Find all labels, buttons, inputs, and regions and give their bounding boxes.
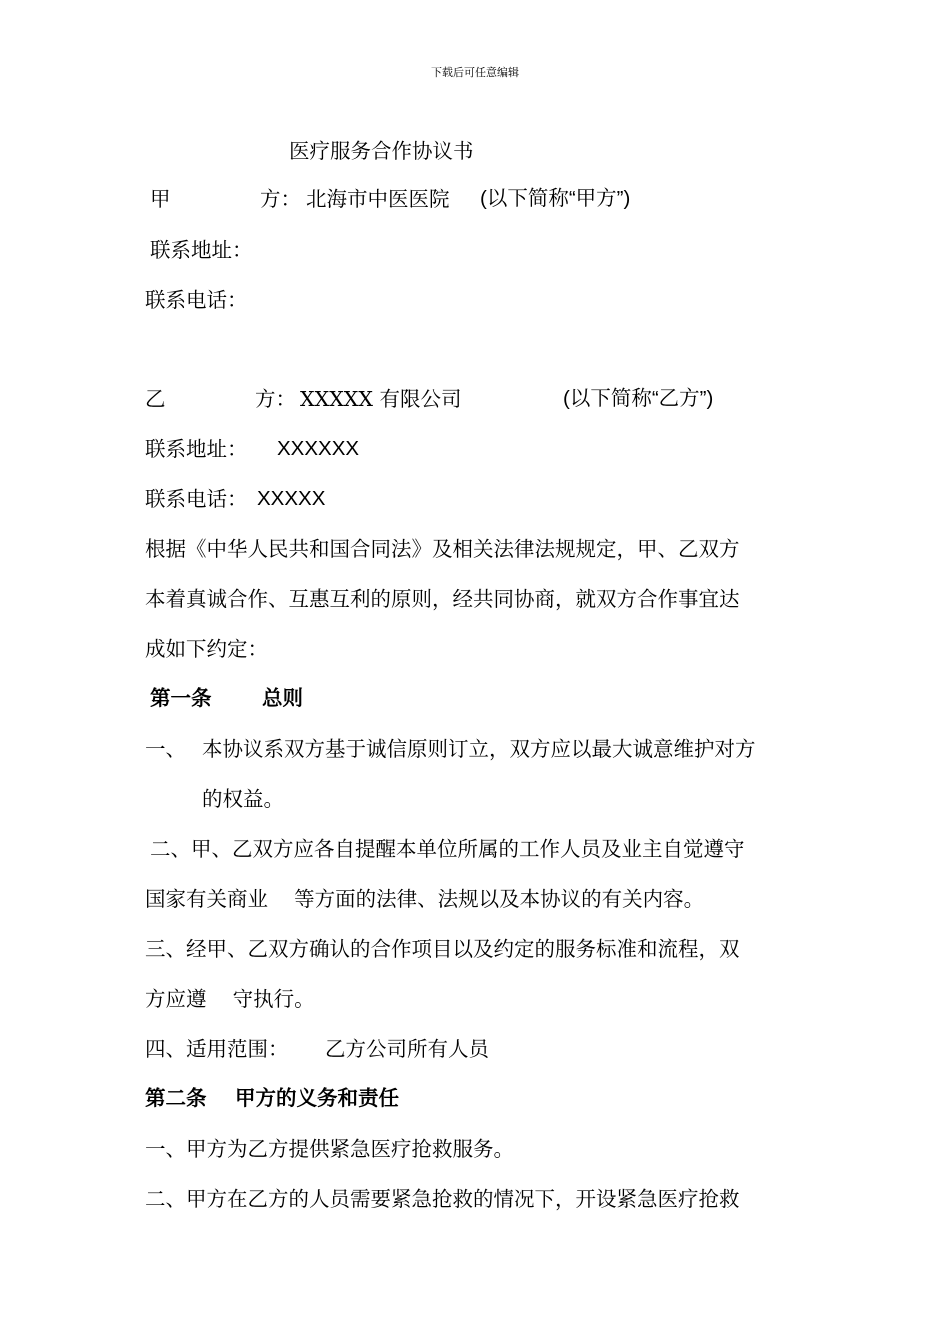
article2-heading-num: 第二条 xyxy=(145,1086,207,1110)
article1-item1-num: 一、 xyxy=(145,737,186,761)
party-b-phone-label: 联系电话： xyxy=(145,487,248,511)
party-a-label-char1: 甲 xyxy=(150,187,171,211)
preamble-line: 根据《中华人民共和国合同法》及相关法律法规规定，甲、乙双方 xyxy=(145,537,740,561)
preamble-line: 本着真诚合作、互惠互利的原则，经共同协商，就双方合作事宜达 xyxy=(145,587,740,611)
article1-heading-num: 第一条 xyxy=(150,686,212,710)
article1-item1-line1: 本协议系双方基于诚信原则订立，双方应以最大诚意维护对方 xyxy=(202,737,756,761)
article2-item2-line1: 二、甲方在乙方的人员需要紧急抢救的情况下，开设紧急医疗抢救 xyxy=(145,1187,740,1211)
party-b-label-char2: 方： xyxy=(255,387,296,411)
preamble-line: 成如下约定： xyxy=(145,637,268,661)
article1-item2-line1: 二、甲、乙双方应各自提醒本单位所属的工作人员及业主自觉遵守 xyxy=(150,837,745,861)
document-title: 医疗服务合作协议书 xyxy=(289,139,474,163)
party-a-alias: (以下简称“甲方”) xyxy=(480,187,631,210)
article2-heading-title: 甲方的义务和责任 xyxy=(235,1086,399,1110)
article1-item3-line1: 三、经甲、乙双方确认的合作项目以及约定的服务标准和流程，双 xyxy=(145,937,740,961)
article1-item4-label: 四、适用范围： xyxy=(145,1037,289,1061)
party-a-label-char2: 方： xyxy=(260,187,301,211)
party-a-name: 北海市中医医院 xyxy=(306,187,450,211)
article1-item2-line2: 国家有关商业 等方面的法律、法规以及本协议的有关内容。 xyxy=(145,887,705,911)
party-b-address-label: 联系地址： xyxy=(145,437,248,461)
party-a-address-label: 联系地址： xyxy=(150,238,253,262)
party-b-label-char1: 乙 xyxy=(145,387,166,411)
article1-item1-line2: 的权益。 xyxy=(202,787,284,811)
party-a-phone-label: 联系电话： xyxy=(145,288,248,312)
party-b-phone-value: XXXXX xyxy=(257,487,326,510)
header-note: 下载后可任意编辑 xyxy=(431,66,519,79)
party-b-name: XXXXX 有限公司 xyxy=(300,387,462,411)
article2-item1: 一、甲方为乙方提供紧急医疗抢救服务。 xyxy=(145,1137,514,1161)
party-b-alias: (以下简称“乙方”) xyxy=(563,387,714,410)
article1-item3-line2: 方应遵 守执行。 xyxy=(145,987,315,1011)
party-b-address-value: XXXXXX xyxy=(277,437,360,460)
article1-item4-value: 乙方公司所有人员 xyxy=(325,1037,489,1061)
article1-heading-title: 总则 xyxy=(262,686,303,710)
